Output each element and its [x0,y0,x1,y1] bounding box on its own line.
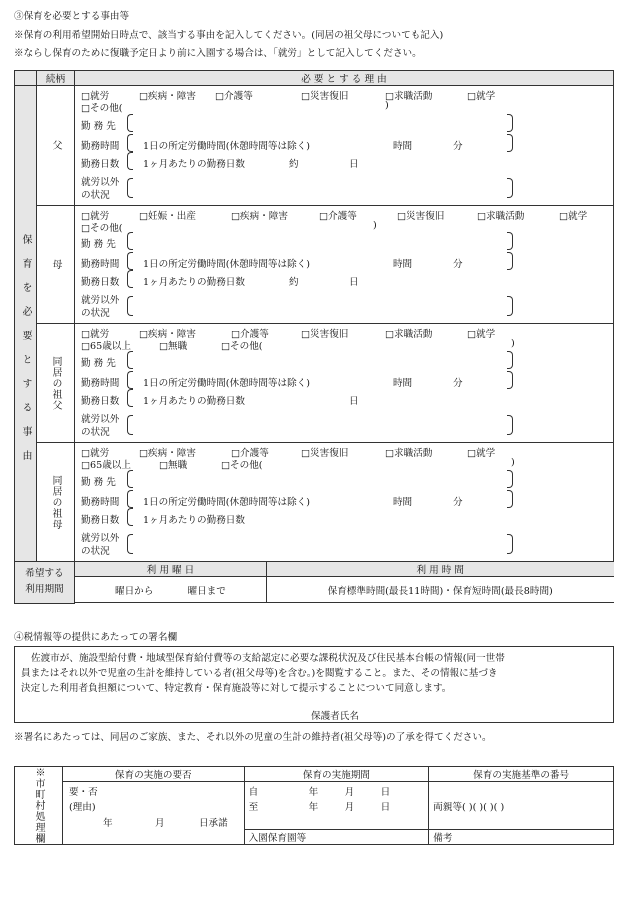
use-time-header: 利 用 時 間 [266,562,613,577]
cb-jobseek[interactable]: □求職活動 [384,91,433,102]
guardian-name-label[interactable]: 保護者氏名 [311,711,359,722]
cb-disaster[interactable]: □災害復旧 [300,91,349,102]
proc-both-parents[interactable]: 両親等( )( )( )( ) [429,782,614,830]
consent-text-1: 佐渡市が、施設型給付費・地域型保育給付費等の支給認定に必要な課税状況及び住民基本台帳の情報(同一世帯 [31,653,505,664]
processing-table [14,766,614,845]
relation-header: 続柄 [36,71,74,86]
consent-text-2: 員またはそれ以外で児童の生計を維持している者(祖父母等)を含む。)を閲覧すること。また、その情報に基づき [21,668,498,679]
blank-corner [15,71,37,86]
side-label-cell [15,86,37,562]
sign-note: ※署名にあたっては、同居のご家族、また、それ以外の児童の生計の維持者(祖父母等)の了承を得てください。 [14,732,492,743]
other-close: ) [384,100,389,111]
work-days-label: 勤務日数 [80,159,120,170]
section3-heading: ③保育を必要とする事由等 [14,11,130,22]
side-label: 保育を必要とする事由 [19,233,31,474]
section-grandmother: □就労 □疾病・障害 □介護等 □災害復旧 □求職活動 □就学 □65歳以上 □無職 □その他( ) 勤 務 先 勤務時間 1日の所定労働時間(休憩時間等は除く) 時間 分 勤務日数 1ヶ月あたりの勤務日数 就労以外 の状況 [74,443,613,562]
proc-header-2: 保育の実施期間 [244,767,429,782]
cb-illness[interactable]: □疾病・障害 [138,91,196,102]
processing-side-label: ※市町村処理欄 [15,767,63,845]
relation-grandfather: 同居の祖父 [36,324,74,443]
proc-header-1: 保育の実施の要否 [62,767,244,782]
use-days-header: 利 用 曜 日 [75,562,267,577]
cb-care[interactable]: □介護等 [214,91,253,102]
reason-header: 必 要 と す る 理 由 [74,71,613,86]
proc-entrance[interactable]: 入園保育園等 [244,830,429,845]
cb-work[interactable]: □就労 [80,91,110,102]
consent-text-3: 決定した利用者負担額について、特定教育・保育施設等に対して提示することについて同意します。 [21,683,452,694]
proc-header-3: 保育の実施基準の番号 [429,767,614,782]
proc-remarks[interactable]: 備考 [429,830,614,845]
relation-father: 父 [36,86,74,206]
work-hours-label: 勤務時間 [80,141,120,152]
section-father: □就労 □疾病・障害 □介護等 □災害復旧 □求職活動 □就学 □その他( ) 勤 務 先 勤務時間 1日の所定労働時間(休憩時間等は除く) 時間 分 勤務日数 1ヶ月あたりの勤務日数 約 日 就労以外 の状況 [74,86,613,206]
workplace-label: 勤 務 先 [80,121,116,132]
period-label: 希望する 利用期間 [15,562,75,604]
use-time-cell[interactable]: 保育標準時間(最長11時間)・保育短時間(最長8時間) [266,577,613,603]
relation-mother: 母 [36,206,74,324]
note-line-1: ※保育の利用希望開始日時点で、該当する事由を記入してください。(同居の祖父母についても記入) [14,30,444,41]
use-days-cell[interactable]: 曜日から 曜日まで [75,577,267,603]
relation-grandmother: 同居の祖母 [36,443,74,562]
section4-heading: ④税情報等の提供にあたっての署名欄 [14,632,178,643]
cb-other[interactable]: □その他( [80,103,123,114]
note-line-2: ※ならし保育のために復職予定日より前に入園する場合は、「就労」として記入してください。 [14,48,422,59]
section-mother: □就労 □妊娠・出産 □疾病・障害 □介護等 □災害復旧 □求職活動 □就学 □その他( ) 勤 務 先 勤務時間 1日の所定労働時間(休憩時間等は除く) 時間 分 勤務日数 1ヶ月あたりの勤務日数 約 日 就労以外 の状況 [74,206,613,324]
reason-table [14,70,614,604]
section-grandfather: □就労 □疾病・障害 □介護等 □災害復旧 □求職活動 □就学 □65歳以上 □無職 □その他( ) 勤 務 先 勤務時間 1日の所定労働時間(休憩時間等は除く) 時間 分 勤務日数 1ヶ月あたりの勤務日数 日 就労以外 の状況 [74,324,613,443]
consent-box [14,646,614,723]
proc-period-cell: 自 年 月 日 至 年 月 日 [244,782,429,830]
proc-yesno-cell: 要・否 (理由) 年 月 日承諾 [62,782,244,845]
cb-study[interactable]: □就学 [466,91,496,102]
